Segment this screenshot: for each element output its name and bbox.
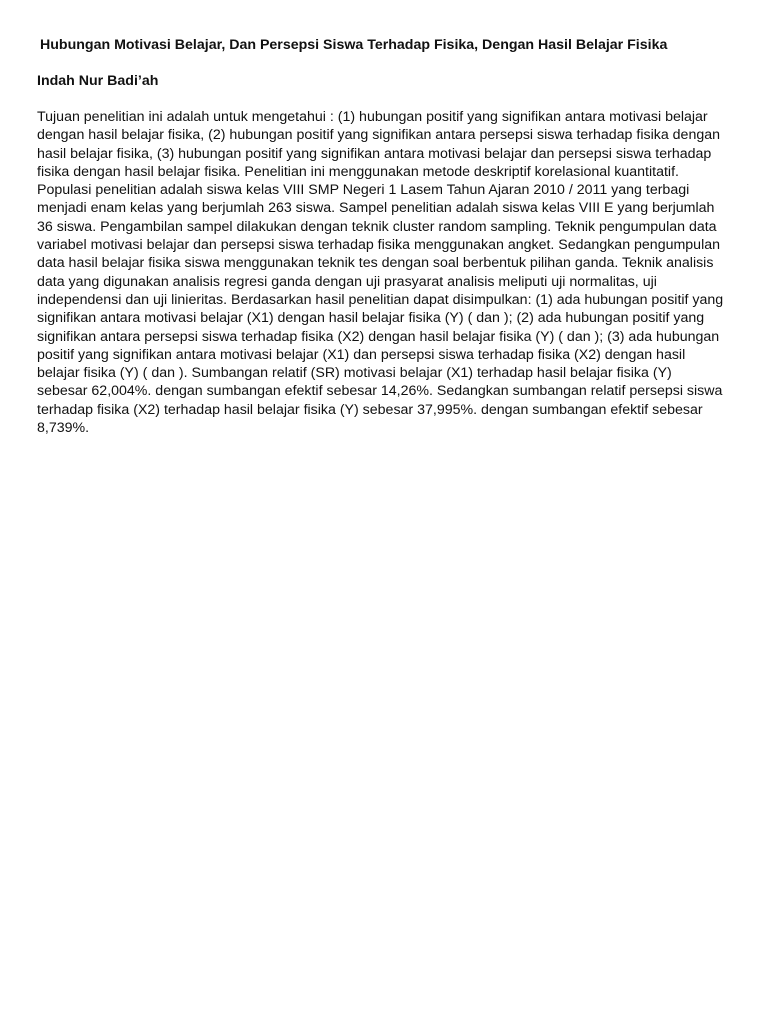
abstract-line: positif yang signifikan antara motivasi belajar (X1) dan persepsi siswa terhadap fisika (X2) dengan hasil — [37, 346, 686, 363]
abstract-line: hasil belajar fisika, (3) hubungan positif yang signifikan antara motivasi belajar dan persepsi siswa terhadap — [37, 145, 712, 162]
abstract-paragraph — [37, 108, 737, 437]
abstract-line: signifikan antara persepsi siswa terhadap fisika (X2) dengan hasil belajar fisika (Y) ( dan ); (3) ada hubungan — [37, 328, 720, 345]
abstract-line: dengan hasil belajar fisika, (2) hubungan positif yang signifikan antara persepsi siswa terhadap fisika dengan — [37, 127, 721, 144]
author-name: Indah Nur Badi’ah — [37, 73, 159, 89]
abstract-line: fisika dengan hasil belajar fisika. Penelitian ini menggunakan metode deskriptif korelasional kuantitatif. — [37, 163, 679, 180]
abstract-line: signifikan antara motivasi belajar (X1) dengan hasil belajar fisika (Y) ( dan ); (2) ada hubungan positif yang — [37, 310, 705, 327]
abstract-line: menjadi enam kelas yang berjumlah 263 siswa. Sampel penelitian adalah siswa kelas VIII E yang berjumlah — [37, 200, 715, 217]
abstract-line: 8,739%. — [37, 420, 90, 437]
abstract-line: data hasil belajar fisika siswa menggunakan teknik tes dengan soal berbentuk pilihan ganda. Teknik analisis — [37, 255, 714, 272]
abstract-line: Populasi penelitian adalah siswa kelas VIII SMP Negeri 1 Lasem Tahun Ajaran 2010 / 2011 yang terbagi — [37, 182, 690, 199]
abstract-line: 36 siswa. Pengambilan sampel dilakukan dengan teknik cluster random sampling. Teknik pengumpulan data — [37, 218, 717, 235]
abstract-line: data yang digunakan analisis regresi ganda dengan uji prasyarat analisis meliputi uji normalitas, uji — [37, 273, 657, 290]
abstract-line: belajar fisika (Y) ( dan ). Sumbangan relatif (SR) motivasi belajar (X1) terhadap hasil belajar fisika (Y) — [37, 365, 672, 382]
abstract-line: variabel motivasi belajar dan persepsi siswa terhadap fisika menggunakan angket. Sedangkan pengumpulan — [37, 237, 721, 254]
abstract-line: terhadap fisika (X2) terhadap hasil belajar fisika (Y) sebesar 37,995%. dengan sumbangan efektif sebesar — [37, 401, 703, 418]
abstract-line: Tujuan penelitian ini adalah untuk mengetahui : (1) hubungan positif yang signifikan antara motivasi belajar — [37, 109, 708, 125]
abstract-line: independensi dan uji linieritas. Berdasarkan hasil penelitian dapat disimpulkan: (1) ada hubungan positif yang — [37, 291, 724, 308]
abstract-line: sebesar 62,004%. dengan sumbangan efektif sebesar 14,26%. Sedangkan sumbangan relatif persepsi siswa — [37, 383, 723, 400]
document-title: Hubungan Motivasi Belajar, Dan Persepsi Siswa Terhadap Fisika, Dengan Hasil Belajar Fisika — [40, 37, 668, 53]
